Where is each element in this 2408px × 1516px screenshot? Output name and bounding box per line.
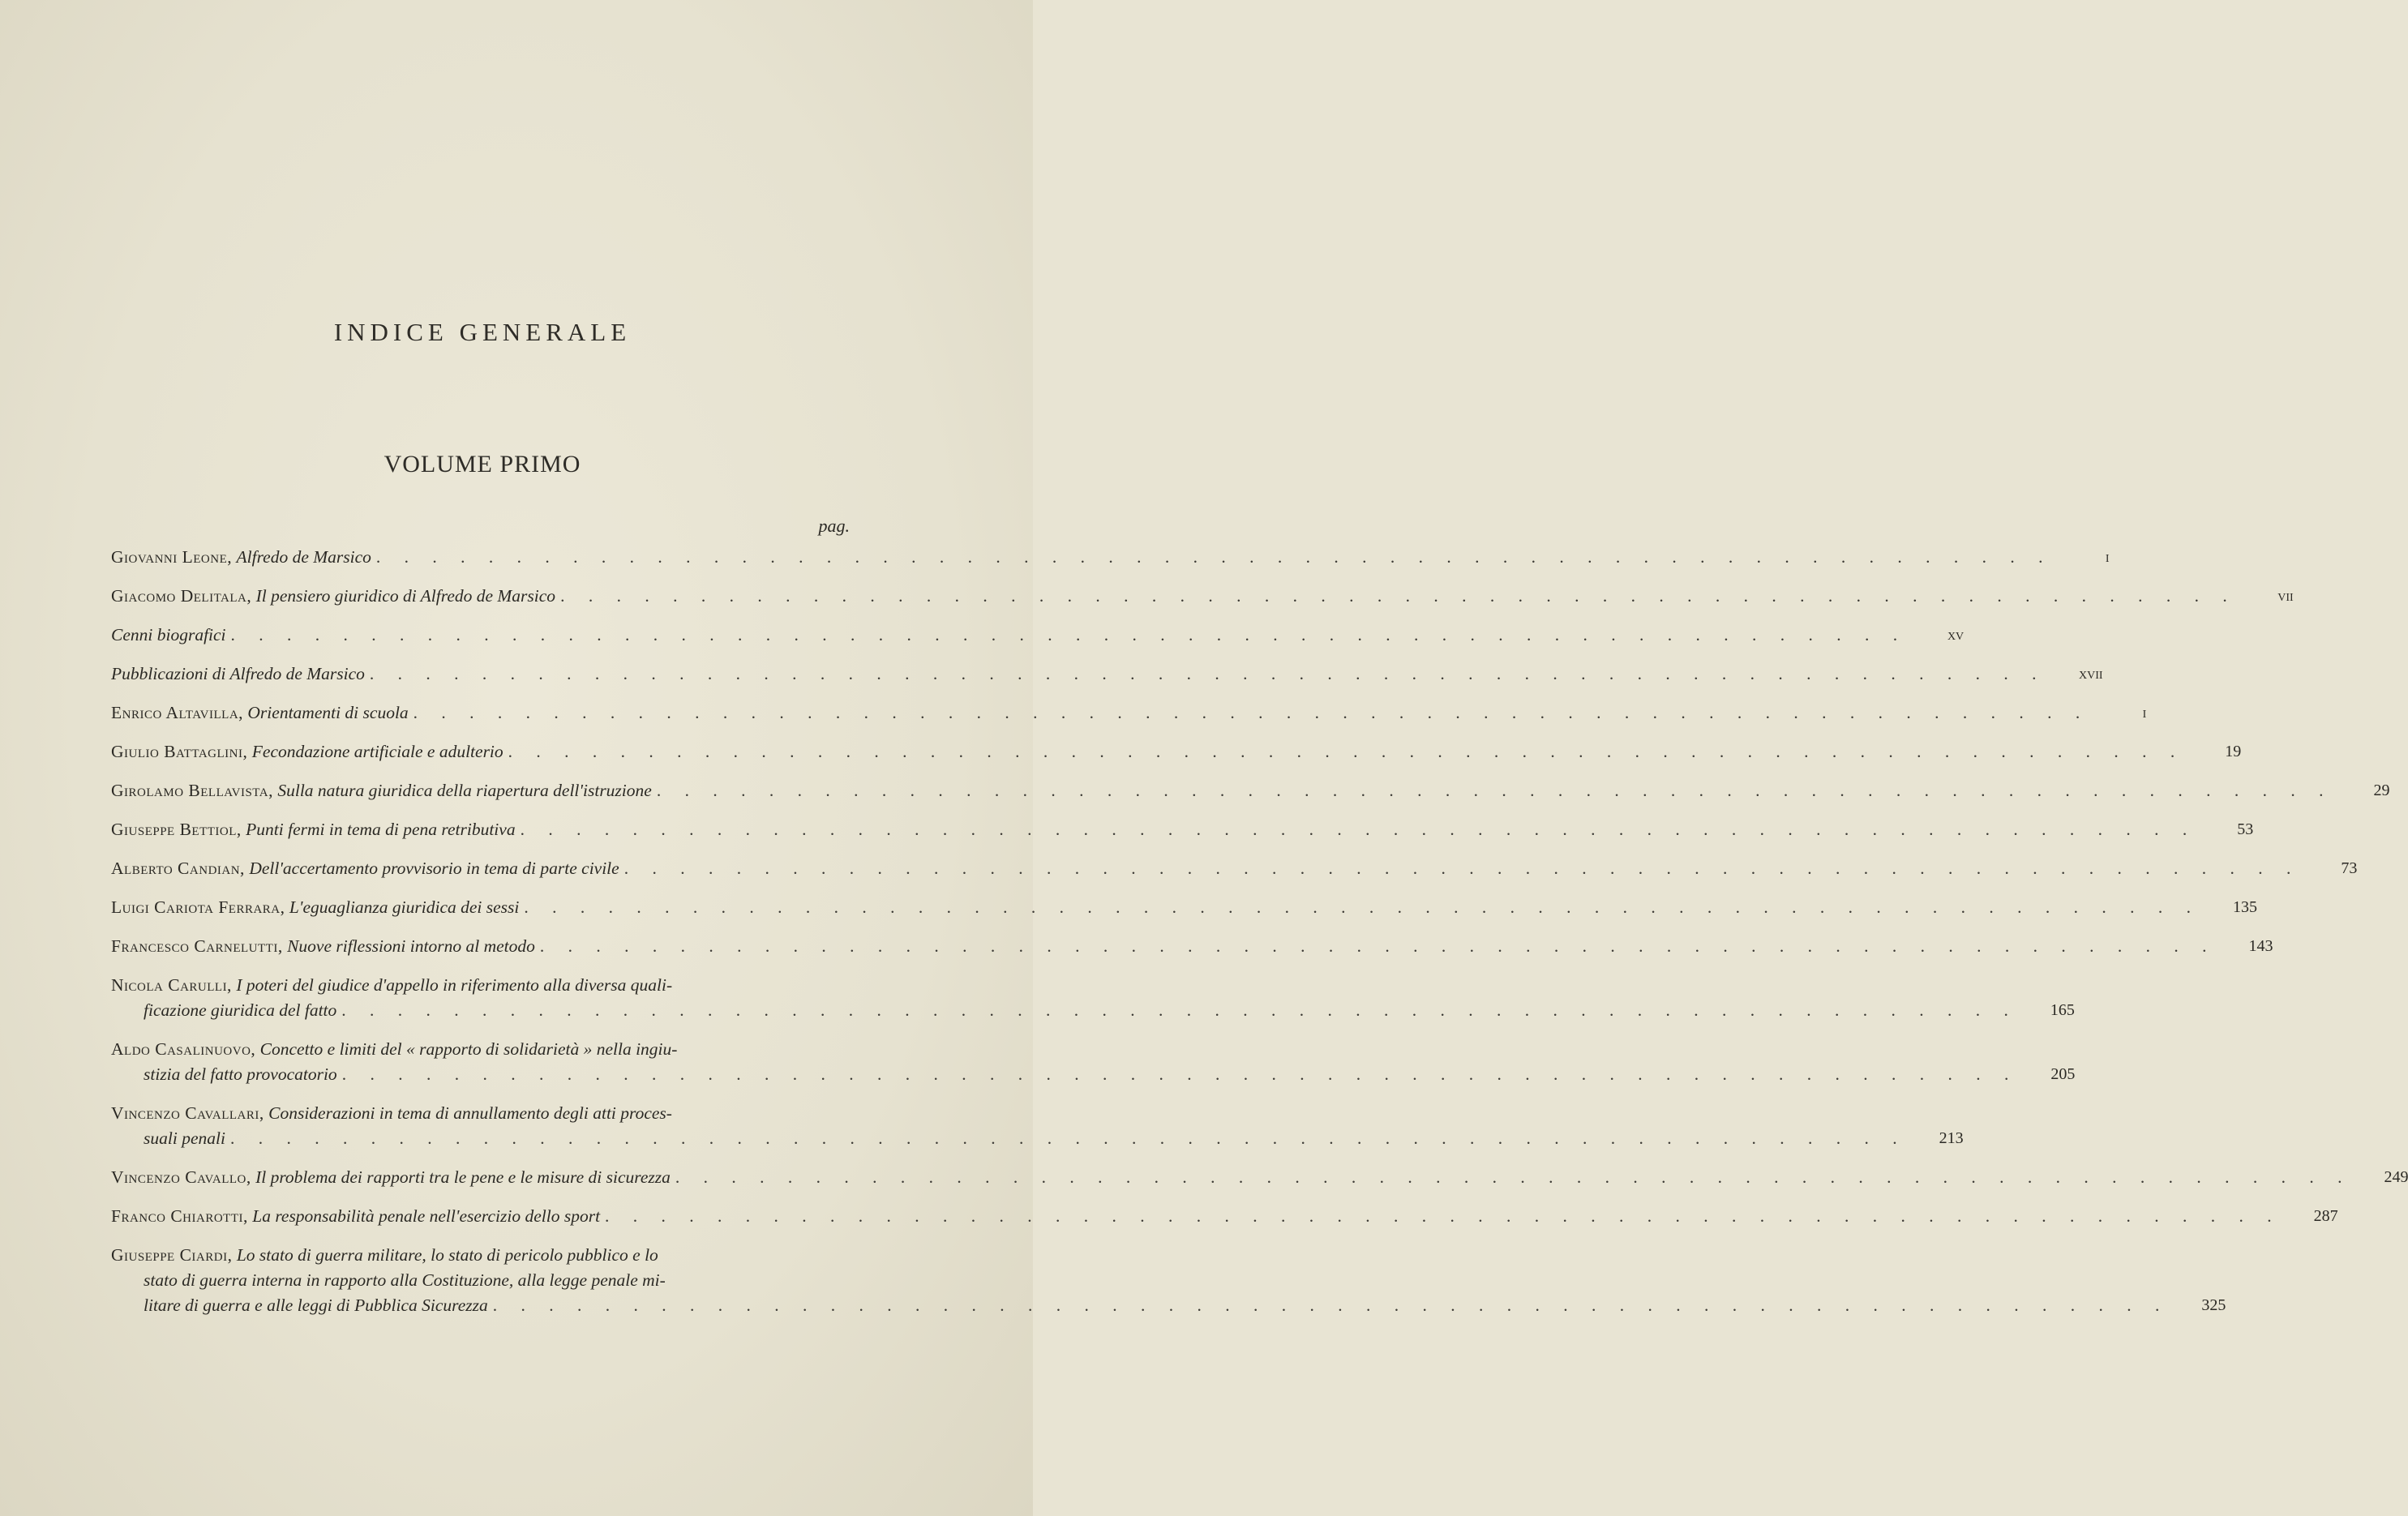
toc-entry-line <box>111 623 1912 648</box>
toc-title: Dell'accertamento provvisorio in tema di parte civile <box>249 859 619 878</box>
toc-entry-line <box>111 1293 2174 1318</box>
dot-leader: . . . . . . . . . . . . . . . . . . . . . . . . . . . . . . . . . . . . . . . . . . . . . . . . . . . . . . . . . . . . <box>375 547 2053 567</box>
toc-author: Vincenzo Cavallari, <box>111 1103 264 1123</box>
toc-author: Aldo Casalinuovo, <box>111 1039 256 1059</box>
toc-page-number: i <box>2105 548 2110 566</box>
table-of-contents <box>111 545 2408 1332</box>
toc-title: Cenni biografici <box>111 625 226 645</box>
toc-title: Sulla natura giuridica della riapertura dell'istruzione <box>277 781 652 800</box>
toc-author: Giuseppe Ciardi, <box>111 1245 233 1265</box>
toc-page-number: 249 <box>2384 1168 2408 1186</box>
toc-author: Alberto Candian, <box>111 859 245 878</box>
dot-leader: . . . . . . . . . . . . . . . . . . . . . . . . . . . . . . . . . . . . . . . . . . . . . . . . . . . . . . . . . . . . <box>413 703 2090 722</box>
toc-title: ficazione giuridica del fatto <box>144 1000 337 1020</box>
toc-entry <box>111 895 2258 920</box>
toc-entry-line <box>111 1126 1912 1151</box>
toc-author: Giuseppe Bettiol, <box>111 820 242 839</box>
toc-page-number: i <box>2142 704 2147 722</box>
toc-entry-text <box>111 934 2222 959</box>
toc-title: La responsabilità penale nell'esercizio dello sport <box>252 1206 601 1226</box>
toc-page-number: 53 <box>2237 820 2254 838</box>
dot-leader: . . . . . . . . . . . . . . . . . . . . . . . . . . . . . . . . . . . . . . . . . . . . . . . . . . . . . . . . . . . . <box>656 781 2333 800</box>
toc-title: stato di guerra interna in rapporto alla Costituzione, alla legge penale mi- <box>144 1270 666 1290</box>
dot-leader: . . . . . . . . . . . . . . . . . . . . . . . . . . . . . . . . . . . . . . . . . . . . . . . . . . . . . . . . . . . . <box>623 859 2301 878</box>
toc-entry-text <box>111 623 1912 648</box>
toc-entry-line <box>111 778 2337 803</box>
toc-entry <box>111 623 1965 648</box>
volume-title: VOLUME PRIMO <box>383 451 581 477</box>
toc-page-number: xv <box>1947 626 1965 644</box>
toc-title: suali penali <box>144 1128 225 1148</box>
toc-entry-line <box>111 1101 1912 1126</box>
toc-entry <box>111 934 2273 959</box>
toc-entry-text <box>111 1165 2356 1190</box>
toc-entry <box>111 700 2147 726</box>
toc-author: Giacomo Delitala, <box>111 586 252 606</box>
toc-entry-line <box>111 1204 2286 1229</box>
dot-leader: . . . . . . . . . . . . . . . . . . . . . . . . . . . . . . . . . . . . . . . . . . . . . . . . . . . . . . . . . . . . <box>524 897 2201 917</box>
toc-entry <box>111 1037 2076 1087</box>
toc-entry-line <box>111 856 2305 881</box>
toc-entry-line <box>111 1268 2174 1293</box>
toc-author: Luigi Cariota Ferrara, <box>111 897 285 917</box>
toc-entry-text <box>111 1101 1912 1151</box>
toc-entry <box>111 973 2075 1023</box>
toc-title: Nuove riflessioni intorno al metodo <box>287 936 535 956</box>
toc-author: Girolamo Bellavista, <box>111 781 273 800</box>
toc-title: Punti fermi in tema di pena retributiva <box>246 820 516 839</box>
toc-entry-line <box>111 545 2058 570</box>
toc-author: Nicola Carulli, <box>111 975 232 995</box>
dot-leader: . . . . . . . . . . . . . . . . . . . . . . . . . . . . . . . . . . . . . . . . . . . . . . . . . . . . . . . . . . . . <box>369 664 2046 683</box>
dot-leader: . . . . . . . . . . . . . . . . . . . . . . . . . . . . . . . . . . . . . . . . . . . . . . . . . . . . . . . . . . . . <box>539 936 2217 956</box>
dot-leader: . . . . . . . . . . . . . . . . . . . . . . . . . . . . . . . . . . . . . . . . . . . . . . . . . . . . . . . . . . . . <box>560 586 2237 606</box>
toc-title: L'eguaglianza giuridica dei sessi <box>289 897 520 917</box>
toc-entry <box>111 856 2358 881</box>
toc-entry-text <box>111 856 2305 881</box>
dot-leader: . . . . . . . . . . . . . . . . . . . . . . . . . . . . . . . . . . . . . . . . . . . . . . . . . . . . . . . . . . . . <box>492 1295 2170 1315</box>
dot-leader: . . . . . . . . . . . . . . . . . . . . . . . . . . . . . . . . . . . . . . . . . . . . . . . . . . . . . . . . . . . . <box>341 1000 2018 1020</box>
toc-entry-text <box>111 584 2242 609</box>
toc-page-number: xvii <box>2079 665 2103 683</box>
toc-page-number: 29 <box>2373 782 2390 799</box>
toc-page-number: 73 <box>2341 859 2358 877</box>
toc-page-number: 143 <box>2248 937 2273 955</box>
toc-title: Alfredo de Marsico <box>236 547 371 567</box>
toc-title: stizia del fatto provocatorio <box>144 1064 337 1084</box>
toc-entry-line <box>111 1165 2356 1190</box>
toc-page-number: 287 <box>2313 1207 2338 1225</box>
toc-entry-line <box>111 998 2023 1023</box>
page-column-label: pag. <box>818 516 850 536</box>
dot-leader: . . . . . . . . . . . . . . . . . . . . . . . . . . . . . . . . . . . . . . . . . . . . . . . . . . . . . . . . . . . . <box>229 1128 1907 1148</box>
toc-author: Enrico Altavilla, <box>111 703 244 722</box>
dot-leader: . . . . . . . . . . . . . . . . . . . . . . . . . . . . . . . . . . . . . . . . . . . . . . . . . . . . . . . . . . . . <box>508 742 2185 761</box>
toc-entry-text <box>111 739 2189 764</box>
toc-author: Franco Chiarotti, <box>111 1206 248 1226</box>
toc-entry-line <box>111 662 2051 687</box>
toc-title: litare di guerra e alle leggi di Pubblica Sicurezza <box>144 1295 488 1315</box>
toc-entry-line <box>111 934 2222 959</box>
toc-entry <box>111 1243 2226 1318</box>
toc-title: Pubblicazioni di Alfredo de Marsico <box>111 664 365 683</box>
dot-leader: . . . . . . . . . . . . . . . . . . . . . . . . . . . . . . . . . . . . . . . . . . . . . . . . . . . . . . . . . . . . <box>675 1167 2352 1187</box>
toc-author: Francesco Carnelutti, <box>111 936 283 956</box>
index-title: INDICE GENERALE <box>333 318 632 346</box>
toc-title: Concetto e limiti del « rapporto di solidarietà » nella ingiu- <box>259 1039 678 1059</box>
toc-page-number: 213 <box>1939 1129 1964 1147</box>
toc-entry-text <box>111 1037 2023 1087</box>
toc-entry-text <box>111 778 2337 803</box>
dot-leader: . . . . . . . . . . . . . . . . . . . . . . . . . . . . . . . . . . . . . . . . . . . . . . . . . . . . . . . . . . . . <box>230 625 1908 645</box>
toc-title: Lo stato di guerra militare, lo stato di pericolo pubblico e lo <box>236 1245 658 1265</box>
toc-entry-text <box>111 973 2023 1023</box>
dot-leader: . . . . . . . . . . . . . . . . . . . . . . . . . . . . . . . . . . . . . . . . . . . . . . . . . . . . . . . . . . . . <box>520 820 2197 839</box>
toc-page-number: 135 <box>2233 898 2258 916</box>
toc-title: I poteri del giudice d'appello in riferimento alla diversa quali- <box>236 975 673 995</box>
toc-entry-text <box>111 662 2051 687</box>
toc-entry <box>111 662 2103 687</box>
toc-author: Giovanni Leone, <box>111 547 233 567</box>
toc-entry-text <box>111 545 2058 570</box>
toc-page-number: 19 <box>2225 743 2242 760</box>
toc-entry <box>111 778 2390 803</box>
toc-page-number: 325 <box>2201 1296 2226 1314</box>
toc-entry-line <box>111 700 2094 726</box>
toc-title: Considerazioni in tema di annullamento degli atti proces- <box>268 1103 672 1123</box>
toc-entry-line <box>111 1243 2174 1268</box>
toc-entry-line <box>111 739 2189 764</box>
toc-entry <box>111 739 2242 764</box>
toc-entry <box>111 1204 2338 1229</box>
toc-entry-line <box>111 817 2201 842</box>
toc-title: Il pensiero giuridico di Alfredo de Marsico <box>255 586 556 606</box>
toc-title: Fecondazione artificiale e adulterio <box>251 742 503 761</box>
toc-page-number: vii <box>2277 587 2294 605</box>
toc-entry <box>111 817 2254 842</box>
toc-entry-line <box>111 895 2205 920</box>
toc-entry <box>111 584 2294 609</box>
dot-leader: . . . . . . . . . . . . . . . . . . . . . . . . . . . . . . . . . . . . . . . . . . . . . . . . . . . . . . . . . . . . <box>605 1206 2282 1226</box>
toc-page-number: 205 <box>2050 1065 2076 1083</box>
toc-title: Il problema dei rapporti tra le pene e le misure di sicurezza <box>255 1167 671 1187</box>
toc-author: Vincenzo Cavallo, <box>111 1167 251 1187</box>
toc-title: Orientamenti di scuola <box>247 703 409 722</box>
toc-author: Giulio Battaglini, <box>111 742 248 761</box>
toc-entry <box>111 1101 1964 1151</box>
toc-entry <box>111 545 2110 570</box>
toc-entry-line <box>111 1062 2023 1087</box>
dot-leader: . . . . . . . . . . . . . . . . . . . . . . . . . . . . . . . . . . . . . . . . . . . . . . . . . . . . . . . . . . . . <box>341 1064 2019 1084</box>
toc-entry-text <box>111 895 2205 920</box>
toc-entry-text <box>111 700 2094 726</box>
toc-page-number: 165 <box>2050 1001 2075 1019</box>
toc-entry-text <box>111 817 2201 842</box>
toc-entry-text <box>111 1243 2174 1318</box>
toc-entry <box>111 1165 2408 1190</box>
toc-entry-line <box>111 584 2242 609</box>
toc-entry-line <box>111 973 2023 998</box>
toc-entry-text <box>111 1204 2286 1229</box>
toc-entry-line <box>111 1037 2023 1062</box>
